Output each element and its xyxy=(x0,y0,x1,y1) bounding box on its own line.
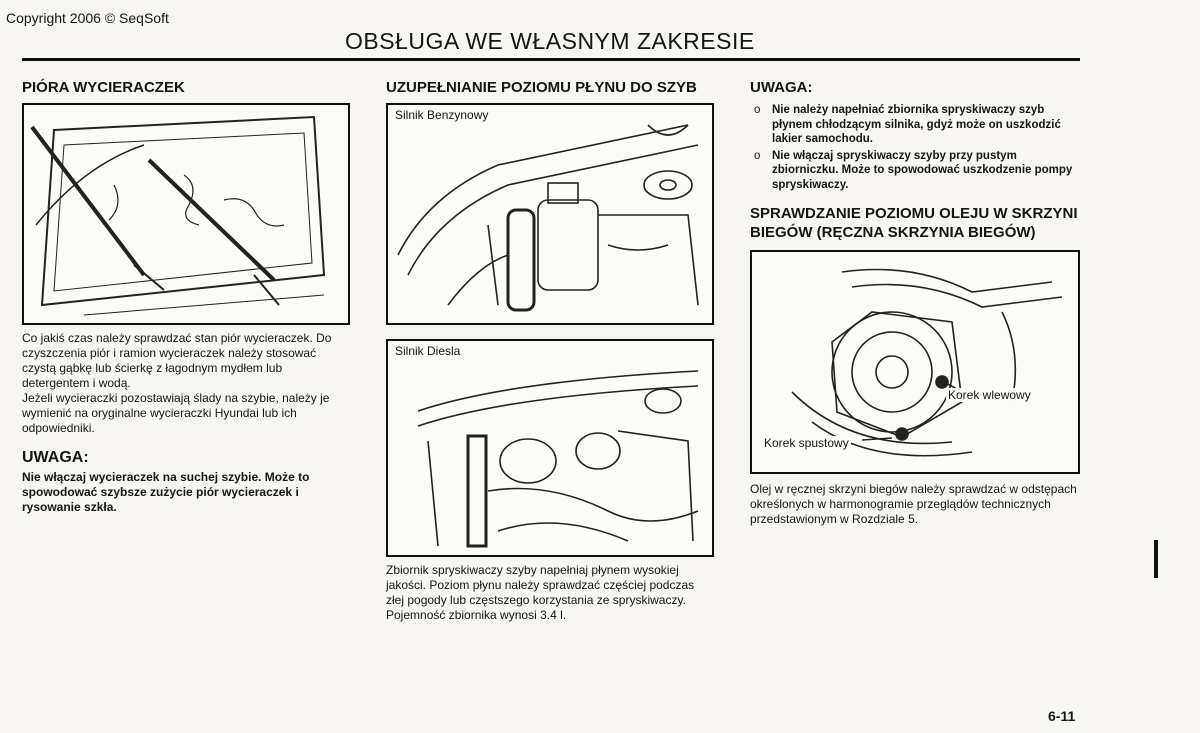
wiper-illustration xyxy=(22,103,350,325)
diesel-engine-label: Silnik Diesla xyxy=(395,344,461,358)
title-rule xyxy=(22,58,1080,61)
page-number: 6-11 xyxy=(1048,708,1076,724)
column-washer-fluid xyxy=(386,78,714,623)
diesel-engine-illustration xyxy=(386,339,714,557)
warning-item: o Nie należy napełniać zbiornika spryskiwaczy szyb płynem chłodzącym silnika, gdyż może on uszkodzić lakier samochodu. xyxy=(750,103,1080,147)
wiper-drawing-icon xyxy=(24,105,348,323)
section-heading-wipers: PIÓRA WYCIERACZEK xyxy=(22,79,185,96)
column-gearbox xyxy=(750,78,1080,527)
wiper-replace-text: Jeżeli wycieraczki pozostawiają ślady na szybie, należy je wymienić na oryginalne wycieraczki Hyundai lub ich odpowiedniki. xyxy=(22,391,330,435)
washer-capacity-text: Pojemność zbiornika wynosi 3.4 l. xyxy=(386,608,567,622)
petrol-engine-label: Silnik Benzynowy xyxy=(395,108,489,122)
gearbox-oil-text: Olej w ręcznej skrzyni biegów należy sprawdzać w odstępach określonych w harmonogramie przeglądów technicznych przedstawionym w Rozdziale 5. xyxy=(750,482,1077,526)
section-heading-washer: UZUPEŁNIANIE POZIOMU PŁYNU DO SZYB xyxy=(386,79,697,96)
diesel-engine-drawing-icon xyxy=(388,341,712,555)
copyright-notice: Copyright 2006 © SeqSoft xyxy=(6,10,169,26)
warning-list-washer xyxy=(750,103,1080,192)
warning-item: o Nie włączaj spryskiwaczy szyby przy pustym zbiorniczku. Może to spowodować uszkodzenie pompy spryskiwaczy. xyxy=(750,149,1080,193)
petrol-engine-illustration xyxy=(386,103,714,325)
column-wipers xyxy=(22,78,350,515)
callout-drain-plug: Korek spustowy xyxy=(764,436,849,450)
gearbox-illustration xyxy=(750,250,1080,474)
warning-heading-wipers: UWAGA: xyxy=(22,449,89,466)
wiper-care-text: Co jakiś czas należy sprawdzać stan piór wycieraczek. Do czyszczenia piór i ramion wycieraczek należy stosować czystą gąbkę lub ścierkę z łagodnym mydłem lub detergentem i wodą. xyxy=(22,331,332,390)
margin-mark xyxy=(1154,540,1158,578)
warning-heading-washer: UWAGA: xyxy=(750,79,813,96)
petrol-engine-drawing-icon xyxy=(388,105,712,323)
page-title: OBSŁUGA WE WŁASNYM ZAKRESIE xyxy=(345,28,755,54)
callout-fill-plug: Korek wlewowy xyxy=(948,388,1031,402)
washer-fill-text: Zbiornik spryskiwaczy szyby napełniaj płynem wysokiej jakości. Poziom płynu należy sprawdzać częściej podczas złej pogody lub częstszego korzystania ze spryskiwaczy. xyxy=(386,563,695,607)
warning-text-wipers: Nie włączaj wycieraczek na suchej szybie. Może to spowodować szybsze zużycie piór wycieraczek i rysowanie szkła. xyxy=(22,470,310,514)
section-heading-gearbox: SPRAWDZANIE POZIOMU OLEJU W SKRZYNI BIEGÓW (RĘCZNA SKRZYNIA BIEGÓW) xyxy=(750,205,1078,241)
